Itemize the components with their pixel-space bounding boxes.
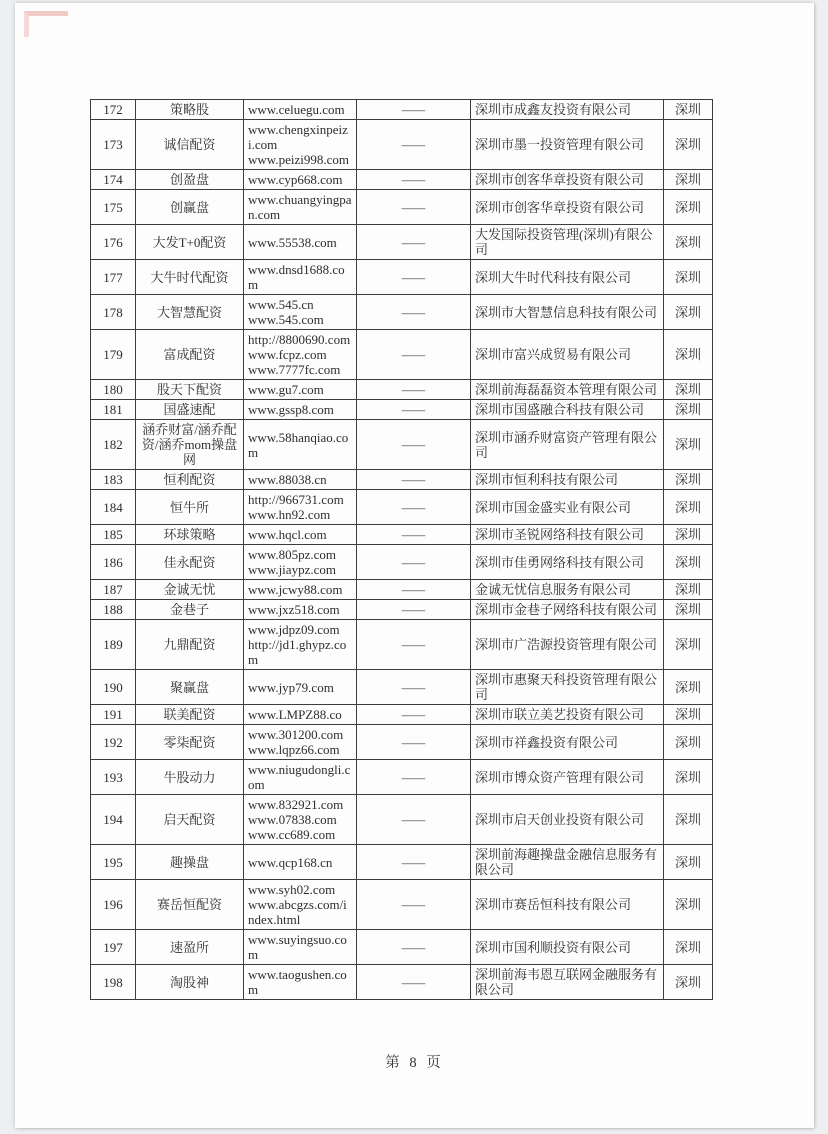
city-cell: 深圳 bbox=[664, 190, 713, 225]
city-cell: 深圳 bbox=[664, 620, 713, 670]
row-number-cell: 176 bbox=[91, 225, 136, 260]
row-number-cell: 192 bbox=[91, 725, 136, 760]
platform-name-cell: 创盈盘 bbox=[136, 170, 244, 190]
url-line: www.LMPZ88.co bbox=[248, 707, 342, 722]
table-row bbox=[91, 170, 713, 190]
city-cell: 深圳 bbox=[664, 120, 713, 170]
website-cell bbox=[244, 470, 357, 490]
city-cell: 深圳 bbox=[664, 705, 713, 725]
website-cell bbox=[244, 845, 357, 880]
table-row bbox=[91, 930, 713, 965]
company-name-cell: 深圳市佳勇网络科技有限公司 bbox=[471, 545, 664, 580]
website-cell bbox=[244, 490, 357, 525]
status-dash-cell bbox=[357, 600, 471, 620]
status-dash-cell bbox=[357, 545, 471, 580]
url-line: www.805pz.com bbox=[248, 547, 336, 562]
url-line: www.abcgzs.com/index.html bbox=[248, 897, 347, 927]
city-cell: 深圳 bbox=[664, 330, 713, 380]
url-line: www.peizi998.com bbox=[248, 152, 349, 167]
table-row bbox=[91, 620, 713, 670]
row-number-cell: 184 bbox=[91, 490, 136, 525]
website-cell bbox=[244, 930, 357, 965]
table-row bbox=[91, 845, 713, 880]
table-row bbox=[91, 580, 713, 600]
url-line: www.qcp168.cn bbox=[248, 854, 333, 870]
company-name-cell: 深圳市广浩源投资管理有限公司 bbox=[471, 620, 664, 670]
platform-name-cell: 策略股 bbox=[136, 100, 244, 120]
company-name-cell: 大发国际投资管理(深圳)有限公司 bbox=[471, 225, 664, 260]
website-cell bbox=[244, 760, 357, 795]
document-page bbox=[15, 3, 814, 1128]
status-dash-cell bbox=[357, 120, 471, 170]
website-cell bbox=[244, 580, 357, 600]
status-dash-cell bbox=[357, 725, 471, 760]
website-cell bbox=[244, 120, 357, 170]
dash-mark: — bbox=[401, 707, 426, 722]
status-dash-cell bbox=[357, 930, 471, 965]
website-cell bbox=[244, 670, 357, 705]
company-name-cell: 深圳市惠聚天科投资管理有限公司 bbox=[471, 670, 664, 705]
platform-name-cell: 大智慧配资 bbox=[136, 295, 244, 330]
url-line: http://jd1.ghypz.com bbox=[248, 637, 347, 667]
platform-name-cell: 零柒配资 bbox=[136, 725, 244, 760]
city-cell: 深圳 bbox=[664, 760, 713, 795]
city-cell: 深圳 bbox=[664, 845, 713, 880]
company-name-cell: 深圳市恒利科技有限公司 bbox=[471, 470, 664, 490]
dash-mark: — bbox=[401, 974, 426, 990]
dash-mark: — bbox=[401, 172, 426, 187]
platform-name-cell: 启天配资 bbox=[136, 795, 244, 845]
platform-name-cell: 大牛时代配资 bbox=[136, 260, 244, 295]
url-line: www.jdpz09.com bbox=[248, 622, 340, 637]
company-name-cell: 深圳市祥鑫投资有限公司 bbox=[471, 725, 664, 760]
dash-mark: — bbox=[401, 269, 426, 285]
row-number-cell: 185 bbox=[91, 525, 136, 545]
city-cell: 深圳 bbox=[664, 380, 713, 400]
url-line: www.dnsd1688.com bbox=[248, 262, 345, 292]
url-line: www.58hanqiao.com bbox=[248, 429, 349, 460]
status-dash-cell bbox=[357, 795, 471, 845]
url-line: www.cyp668.com bbox=[248, 172, 343, 187]
url-line: www.taogushen.com bbox=[248, 967, 347, 997]
table-row bbox=[91, 295, 713, 330]
row-number-cell: 172 bbox=[91, 100, 136, 120]
dash-mark: — bbox=[401, 769, 426, 785]
company-name-cell: 深圳市富兴成贸易有限公司 bbox=[471, 330, 664, 380]
company-name-cell: 深圳前海趣操盘金融信息服务有限公司 bbox=[471, 845, 664, 880]
city-cell: 深圳 bbox=[664, 525, 713, 545]
status-dash-cell bbox=[357, 380, 471, 400]
table-row bbox=[91, 330, 713, 380]
website-cell bbox=[244, 795, 357, 845]
platform-name-cell: 国盛速配 bbox=[136, 400, 244, 420]
row-number-cell: 186 bbox=[91, 545, 136, 580]
url-line: www.niugudongli.com bbox=[248, 762, 351, 792]
website-cell bbox=[244, 545, 357, 580]
city-cell: 深圳 bbox=[664, 600, 713, 620]
city-cell: 深圳 bbox=[664, 930, 713, 965]
city-cell: 深圳 bbox=[664, 965, 713, 1000]
dash-mark: — bbox=[401, 472, 426, 487]
dash-mark: — bbox=[401, 347, 426, 362]
table-row bbox=[91, 545, 713, 580]
table-row bbox=[91, 260, 713, 295]
table-row bbox=[91, 400, 713, 420]
scan-corner-mark bbox=[24, 11, 68, 37]
city-cell: 深圳 bbox=[664, 400, 713, 420]
company-name-cell: 深圳市启天创业投资有限公司 bbox=[471, 795, 664, 845]
platform-name-cell: 联美配资 bbox=[136, 705, 244, 725]
status-dash-cell bbox=[357, 470, 471, 490]
table-row bbox=[91, 225, 713, 260]
dash-mark: — bbox=[401, 734, 426, 750]
platform-name-cell: 趣操盘 bbox=[136, 845, 244, 880]
city-cell: 深圳 bbox=[664, 470, 713, 490]
company-name-cell: 深圳市国利顺投资有限公司 bbox=[471, 930, 664, 965]
row-number-cell: 175 bbox=[91, 190, 136, 225]
platform-name-cell: 聚赢盘 bbox=[136, 670, 244, 705]
platform-name-cell: 九鼎配资 bbox=[136, 620, 244, 670]
url-line: www.cc689.com bbox=[248, 827, 336, 842]
platform-name-cell: 股天下配资 bbox=[136, 380, 244, 400]
status-dash-cell bbox=[357, 400, 471, 420]
city-cell: 深圳 bbox=[664, 795, 713, 845]
dash-mark: — bbox=[401, 602, 426, 617]
row-number-cell: 194 bbox=[91, 795, 136, 845]
dash-mark: — bbox=[401, 897, 426, 912]
company-name-cell: 深圳市博众资产管理有限公司 bbox=[471, 760, 664, 795]
website-cell bbox=[244, 100, 357, 120]
row-number-cell: 173 bbox=[91, 120, 136, 170]
dash-mark: — bbox=[401, 137, 426, 152]
dash-mark: — bbox=[401, 812, 426, 827]
city-cell: 深圳 bbox=[664, 725, 713, 760]
url-line: www.gssp8.com bbox=[248, 402, 334, 417]
url-line: http://966731.com bbox=[248, 492, 344, 507]
company-name-cell: 深圳市金巷子网络科技有限公司 bbox=[471, 600, 664, 620]
table-row bbox=[91, 880, 713, 930]
table-row bbox=[91, 380, 713, 400]
url-line: www.7777fc.com bbox=[248, 362, 341, 377]
row-number-cell: 188 bbox=[91, 600, 136, 620]
row-number-cell: 182 bbox=[91, 420, 136, 470]
platform-name-cell: 大发T+0配资 bbox=[136, 225, 244, 260]
website-cell bbox=[244, 260, 357, 295]
url-line: www.lqpz66.com bbox=[248, 742, 340, 757]
table-row bbox=[91, 420, 713, 470]
company-name-cell: 深圳市创客华章投资有限公司 bbox=[471, 170, 664, 190]
dash-mark: — bbox=[401, 382, 426, 397]
status-dash-cell bbox=[357, 880, 471, 930]
website-cell bbox=[244, 880, 357, 930]
platform-name-cell: 恒利配资 bbox=[136, 470, 244, 490]
company-name-cell: 深圳市墨一投资管理有限公司 bbox=[471, 120, 664, 170]
dash-mark: — bbox=[401, 939, 426, 955]
city-cell: 深圳 bbox=[664, 490, 713, 525]
status-dash-cell bbox=[357, 620, 471, 670]
table-row bbox=[91, 725, 713, 760]
platform-table bbox=[90, 99, 713, 1000]
dash-mark: — bbox=[401, 304, 426, 320]
dash-mark: — bbox=[401, 499, 426, 515]
website-cell bbox=[244, 190, 357, 225]
status-dash-cell bbox=[357, 330, 471, 380]
dash-mark: — bbox=[401, 679, 426, 695]
row-number-cell: 181 bbox=[91, 400, 136, 420]
page-number: 第 8 页 bbox=[385, 1055, 444, 1071]
platform-name-cell: 环球策略 bbox=[136, 525, 244, 545]
city-cell: 深圳 bbox=[664, 225, 713, 260]
company-name-cell: 深圳市创客华章投资有限公司 bbox=[471, 190, 664, 225]
row-number-cell: 197 bbox=[91, 930, 136, 965]
dash-mark: — bbox=[401, 437, 426, 452]
website-cell bbox=[244, 380, 357, 400]
city-cell: 深圳 bbox=[664, 580, 713, 600]
url-line: www.hqcl.com bbox=[248, 527, 327, 542]
status-dash-cell bbox=[357, 295, 471, 330]
company-name-cell: 深圳前海韦恩互联网金融服务有限公司 bbox=[471, 965, 664, 1000]
row-number-cell: 187 bbox=[91, 580, 136, 600]
url-line: www.55538.com bbox=[248, 234, 337, 250]
status-dash-cell bbox=[357, 190, 471, 225]
status-dash-cell bbox=[357, 490, 471, 525]
url-line: www.fcpz.com bbox=[248, 347, 327, 362]
city-cell: 深圳 bbox=[664, 295, 713, 330]
status-dash-cell bbox=[357, 170, 471, 190]
url-line: www.jcwy88.com bbox=[248, 582, 343, 597]
company-name-cell: 深圳市国盛融合科技有限公司 bbox=[471, 400, 664, 420]
platform-name-cell: 金巷子 bbox=[136, 600, 244, 620]
status-dash-cell bbox=[357, 525, 471, 545]
url-line: www.jxz518.com bbox=[248, 602, 340, 617]
table-row bbox=[91, 120, 713, 170]
website-cell bbox=[244, 225, 357, 260]
row-number-cell: 196 bbox=[91, 880, 136, 930]
website-cell bbox=[244, 725, 357, 760]
table-row bbox=[91, 190, 713, 225]
city-cell: 深圳 bbox=[664, 545, 713, 580]
row-number-cell: 190 bbox=[91, 670, 136, 705]
company-name-cell: 深圳市圣锐网络科技有限公司 bbox=[471, 525, 664, 545]
dash-mark: — bbox=[401, 234, 426, 250]
url-line: www.syh02.com bbox=[248, 882, 336, 897]
platform-name-cell: 赛岳恒配资 bbox=[136, 880, 244, 930]
website-cell bbox=[244, 420, 357, 470]
website-cell bbox=[244, 400, 357, 420]
row-number-cell: 195 bbox=[91, 845, 136, 880]
website-cell bbox=[244, 705, 357, 725]
status-dash-cell bbox=[357, 670, 471, 705]
row-number-cell: 189 bbox=[91, 620, 136, 670]
url-line: www.88038.cn bbox=[248, 472, 327, 487]
url-line: www.chuangyingpan.com bbox=[248, 192, 352, 222]
status-dash-cell bbox=[357, 260, 471, 295]
company-name-cell: 金诚无忧信息服务有限公司 bbox=[471, 580, 664, 600]
url-line: www.jiaypz.com bbox=[248, 562, 336, 577]
city-cell: 深圳 bbox=[664, 420, 713, 470]
website-cell bbox=[244, 965, 357, 1000]
platform-name-cell: 金诚无忧 bbox=[136, 580, 244, 600]
dash-mark: — bbox=[401, 637, 426, 652]
status-dash-cell bbox=[357, 965, 471, 1000]
table-row bbox=[91, 965, 713, 1000]
status-dash-cell bbox=[357, 420, 471, 470]
status-dash-cell bbox=[357, 760, 471, 795]
table-row bbox=[91, 760, 713, 795]
company-name-cell: 深圳市赛岳恒科技有限公司 bbox=[471, 880, 664, 930]
url-line: www.545.cn bbox=[248, 297, 314, 312]
platform-name-cell: 诚信配资 bbox=[136, 120, 244, 170]
company-name-cell: 深圳市大智慧信息科技有限公司 bbox=[471, 295, 664, 330]
platform-name-cell: 速盈所 bbox=[136, 930, 244, 965]
status-dash-cell bbox=[357, 225, 471, 260]
platform-name-cell: 佳永配资 bbox=[136, 545, 244, 580]
row-number-cell: 177 bbox=[91, 260, 136, 295]
url-line: www.gu7.com bbox=[248, 382, 324, 397]
url-line: www.jyp79.com bbox=[248, 679, 334, 695]
dash-mark: — bbox=[401, 102, 426, 117]
row-number-cell: 174 bbox=[91, 170, 136, 190]
platform-name-cell: 涵乔财富/涵乔配资/涵乔mom操盘网 bbox=[136, 420, 244, 470]
company-name-cell: 深圳市成鑫友投资有限公司 bbox=[471, 100, 664, 120]
website-cell bbox=[244, 620, 357, 670]
platform-name-cell: 创赢盘 bbox=[136, 190, 244, 225]
city-cell: 深圳 bbox=[664, 880, 713, 930]
website-cell bbox=[244, 295, 357, 330]
url-line: http://8800690.com bbox=[248, 332, 351, 347]
table-body bbox=[91, 100, 713, 1000]
table-row bbox=[91, 670, 713, 705]
row-number-cell: 178 bbox=[91, 295, 136, 330]
company-name-cell: 深圳市联立美艺投资有限公司 bbox=[471, 705, 664, 725]
website-cell bbox=[244, 330, 357, 380]
url-line: www.suyingsuo.com bbox=[248, 932, 347, 962]
website-cell bbox=[244, 600, 357, 620]
url-line: www.07838.com bbox=[248, 812, 337, 827]
platform-name-cell: 富成配资 bbox=[136, 330, 244, 380]
platform-name-cell: 淘股神 bbox=[136, 965, 244, 1000]
table-row bbox=[91, 470, 713, 490]
status-dash-cell bbox=[357, 845, 471, 880]
dash-mark: — bbox=[401, 199, 426, 215]
table-row bbox=[91, 600, 713, 620]
city-cell: 深圳 bbox=[664, 260, 713, 295]
url-line: www.celuegu.com bbox=[248, 102, 345, 117]
row-number-cell: 198 bbox=[91, 965, 136, 1000]
company-name-cell: 深圳前海磊磊资本管理有限公司 bbox=[471, 380, 664, 400]
dash-mark: — bbox=[401, 527, 426, 542]
website-cell bbox=[244, 170, 357, 190]
row-number-cell: 180 bbox=[91, 380, 136, 400]
table-row bbox=[91, 490, 713, 525]
platform-table-container bbox=[90, 99, 714, 1000]
city-cell: 深圳 bbox=[664, 170, 713, 190]
status-dash-cell bbox=[357, 100, 471, 120]
url-line: www.545.com bbox=[248, 312, 324, 327]
website-cell bbox=[244, 525, 357, 545]
row-number-cell: 193 bbox=[91, 760, 136, 795]
dash-mark: — bbox=[401, 554, 426, 570]
url-line: www.hn92.com bbox=[248, 507, 331, 522]
status-dash-cell bbox=[357, 705, 471, 725]
table-row bbox=[91, 705, 713, 725]
url-line: www.chengxinpeizi.com bbox=[248, 122, 348, 152]
url-line: www.301200.com bbox=[248, 727, 344, 742]
dash-mark: — bbox=[401, 402, 426, 417]
table-row bbox=[91, 525, 713, 545]
company-name-cell: 深圳市涵乔财富资产管理有限公司 bbox=[471, 420, 664, 470]
platform-name-cell: 恒牛所 bbox=[136, 490, 244, 525]
dash-mark: — bbox=[401, 582, 426, 597]
table-row bbox=[91, 100, 713, 120]
city-cell: 深圳 bbox=[664, 100, 713, 120]
city-cell: 深圳 bbox=[664, 670, 713, 705]
table-row bbox=[91, 795, 713, 845]
company-name-cell: 深圳市国金盛实业有限公司 bbox=[471, 490, 664, 525]
row-number-cell: 183 bbox=[91, 470, 136, 490]
url-line: www.832921.com bbox=[248, 797, 344, 812]
row-number-cell: 179 bbox=[91, 330, 136, 380]
platform-name-cell: 牛股动力 bbox=[136, 760, 244, 795]
dash-mark: — bbox=[401, 854, 426, 870]
company-name-cell: 深圳大牛时代科技有限公司 bbox=[471, 260, 664, 295]
row-number-cell: 191 bbox=[91, 705, 136, 725]
status-dash-cell bbox=[357, 580, 471, 600]
